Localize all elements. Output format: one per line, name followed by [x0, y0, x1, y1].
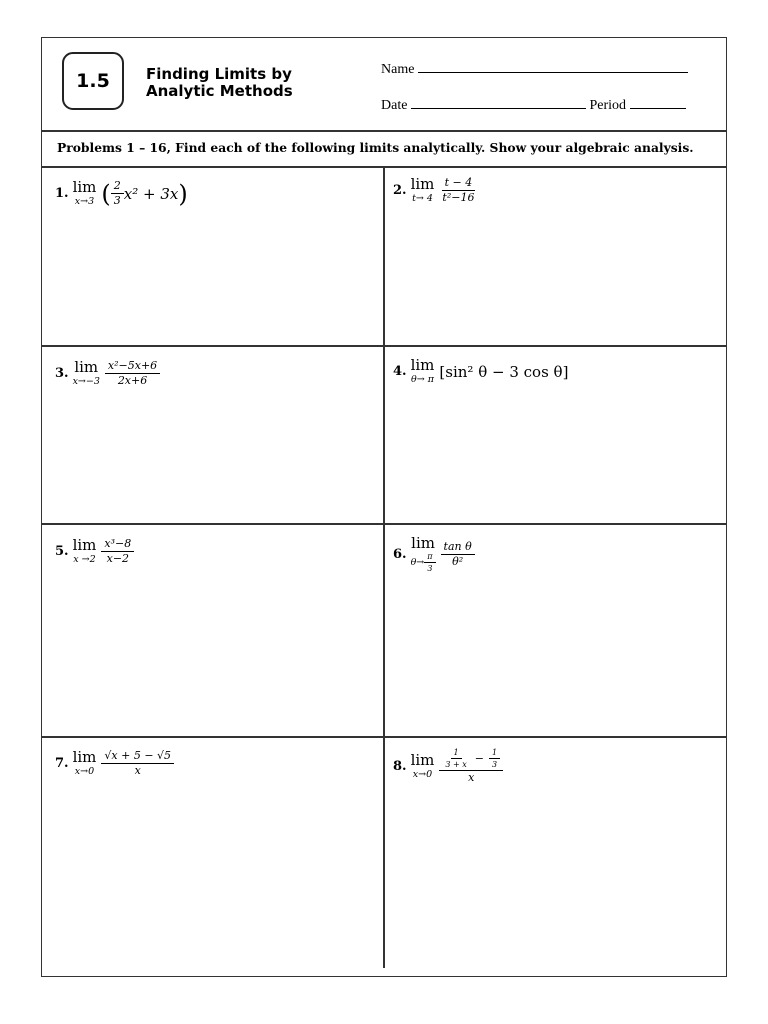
limit-operator: lim x→3	[72, 178, 97, 207]
section-badge: 1.5	[62, 52, 124, 110]
header-divider	[41, 130, 727, 132]
limit-operator: lim t→ 4	[410, 175, 435, 204]
limit-operator: lim x→0	[72, 748, 97, 777]
date-field[interactable]	[381, 96, 686, 114]
period-label: Period	[589, 98, 626, 113]
fraction: $\frac{2}{3}$	[111, 180, 124, 207]
fraction: $\frac{t - 4}{\text{t²−16}}$	[442, 176, 475, 204]
title-line-1: Finding Limits by	[146, 65, 292, 83]
name-blank[interactable]	[418, 60, 688, 73]
problem-5: 5. lim x →2 $\frac{\text{x³−8}}{x-2}$	[55, 538, 134, 565]
compound-fraction: $\frac{1}{3 + x}$ − $\frac{1}{3}$ x	[439, 748, 503, 784]
date-blank[interactable]	[411, 96, 586, 109]
limit-operator: lim θ→ π	[410, 356, 435, 385]
limit-operator: lim x →2	[72, 536, 97, 565]
date-label: Date	[381, 98, 408, 113]
problem-6: 6. lim θ→ $\frac{\pi}{3}$ $\frac{\text{tan θ}}{\text{θ²}}$	[393, 536, 475, 573]
instructions: Problems 1 – 16, Find each of the following limits analytically. Show your algebraic analysis.	[57, 140, 694, 155]
fraction: $\frac{\text{tan θ}}{\text{θ²}}$	[441, 541, 475, 568]
limit-operator: lim x→−3	[72, 358, 100, 387]
fraction: $\frac{\text{x²−5x+6}}{2x+6}$	[105, 360, 160, 387]
problem-8: 8. lim x→0 $\frac{1}{3 + x}$ − $\frac{1}{3}$ x	[393, 748, 503, 784]
fraction: $\frac{\text{x³−8}}{x-2}$	[101, 538, 134, 565]
problem-1: 1. lim x→3 ( $\frac{2}{3}$ x² + 3x )	[55, 178, 188, 208]
title-line-2: Analytic Methods	[146, 82, 293, 100]
fraction: $\frac{√x + 5 - √5}{x}$	[101, 750, 174, 777]
problem-4: 4. lim θ→ π [sin² θ − 3 cos θ]	[393, 356, 569, 385]
problem-2: 2. lim t→ 4 $\frac{t - 4}{\text{t²−16}}$	[393, 177, 477, 204]
problem-3: 3. lim x→−3 $\frac{\text{x²−5x+6}}{2x+6}$	[55, 360, 160, 387]
name-field[interactable]	[381, 60, 688, 78]
limit-operator: lim θ→ $\frac{\pi}{3}$	[410, 534, 435, 573]
worksheet-title	[146, 66, 293, 100]
period-blank[interactable]	[630, 96, 686, 109]
problem-7: 7. lim x→0 $\frac{√x + 5 - √5}{x}$	[55, 750, 174, 777]
name-label: Name	[381, 62, 415, 77]
column-divider	[383, 166, 385, 968]
limit-operator: lim x→0	[410, 750, 435, 780]
